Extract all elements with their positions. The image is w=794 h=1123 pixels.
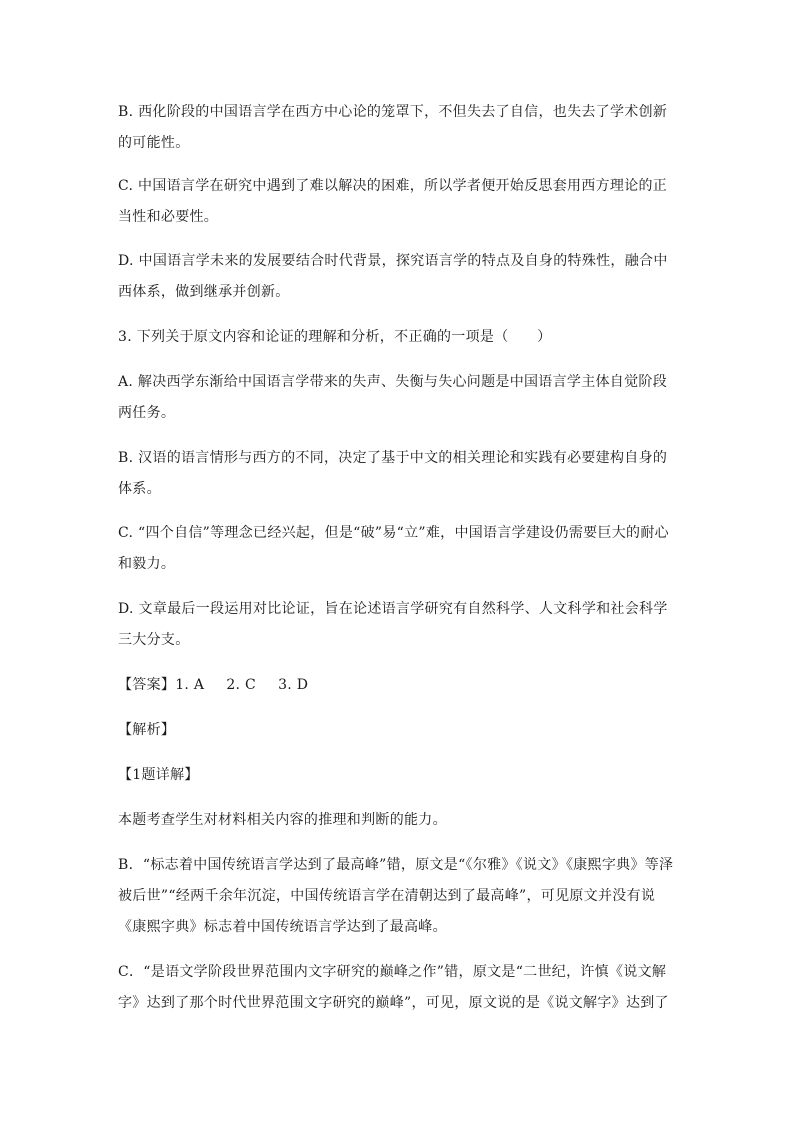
analysis-b: B．“标志着中国传统语言学达到了最高峰”错，原文是“《尔雅》《说文》《康熙字典》等泽被后世”“经两千余年沉淀，中国传统语言学在清朝达到了最高峰”，可见原文并没有说《康熙字典》标志着中国传统语言学达到了最高峰。 — [118, 857, 674, 935]
answer-line — [118, 670, 676, 701]
analysis-intro: 本题考查学生对材料相关内容的推理和判断的能力。 — [118, 812, 447, 828]
analysis-label: 【解析】 — [118, 722, 176, 738]
question-3-stem: 3. 下列关于原文内容和论证的理解和分析，不正确的一项是（ ） — [118, 329, 552, 345]
option-3b: B. 汉语的语言情形与西方的不同，决定了基于中文的相关理论和实践有必要建构自身的体系。 — [118, 450, 668, 497]
option-3c: C. “四个自信”等理念已经兴起，但是“破”易“立”难，中国语言学建设仍需要巨大的耐心和毅力。 — [118, 525, 669, 572]
answer-1: 1. A — [175, 677, 205, 693]
option-2b: B. 西化阶段的中国语言学在西方中心论的笼罩下，不但失去了自信，也失去了学术创新的可能性。 — [118, 104, 668, 151]
option-3d: D. 文章最后一段运用对比论证，旨在论述语言学研究有自然科学、人文科学和社会科学三大分支。 — [118, 601, 668, 648]
analysis-c: C．“是语文学阶段世界范围内文字研究的巅峰之作”错，原文是“二世纪，许慎《说文解字》达到了那个时代世界范围文字研究的巅峰”，可见，原文说的是《说文解字》达到了 — [118, 964, 669, 1011]
answer-3: 3. D — [278, 677, 309, 693]
answer-label: 【答案】 — [118, 677, 176, 693]
answer-2: 2. C — [226, 677, 257, 693]
analysis-q1-label: 【1题详解】 — [118, 767, 199, 783]
option-2c: C. 中国语言学在研究中遇到了难以解决的困难，所以学者便开始反思套用西方理论的正当性和必要性。 — [118, 178, 668, 225]
option-3a: A. 解决西学东渐给中国语言学带来的失声、失衡与失心问题是中国语言学主体自觉阶段两任务。 — [118, 374, 668, 421]
option-2d: D. 中国语言学未来的发展要结合时代背景，探究语言学的特点及自身的特殊性，融合中西体系，做到继承并创新。 — [118, 253, 668, 300]
